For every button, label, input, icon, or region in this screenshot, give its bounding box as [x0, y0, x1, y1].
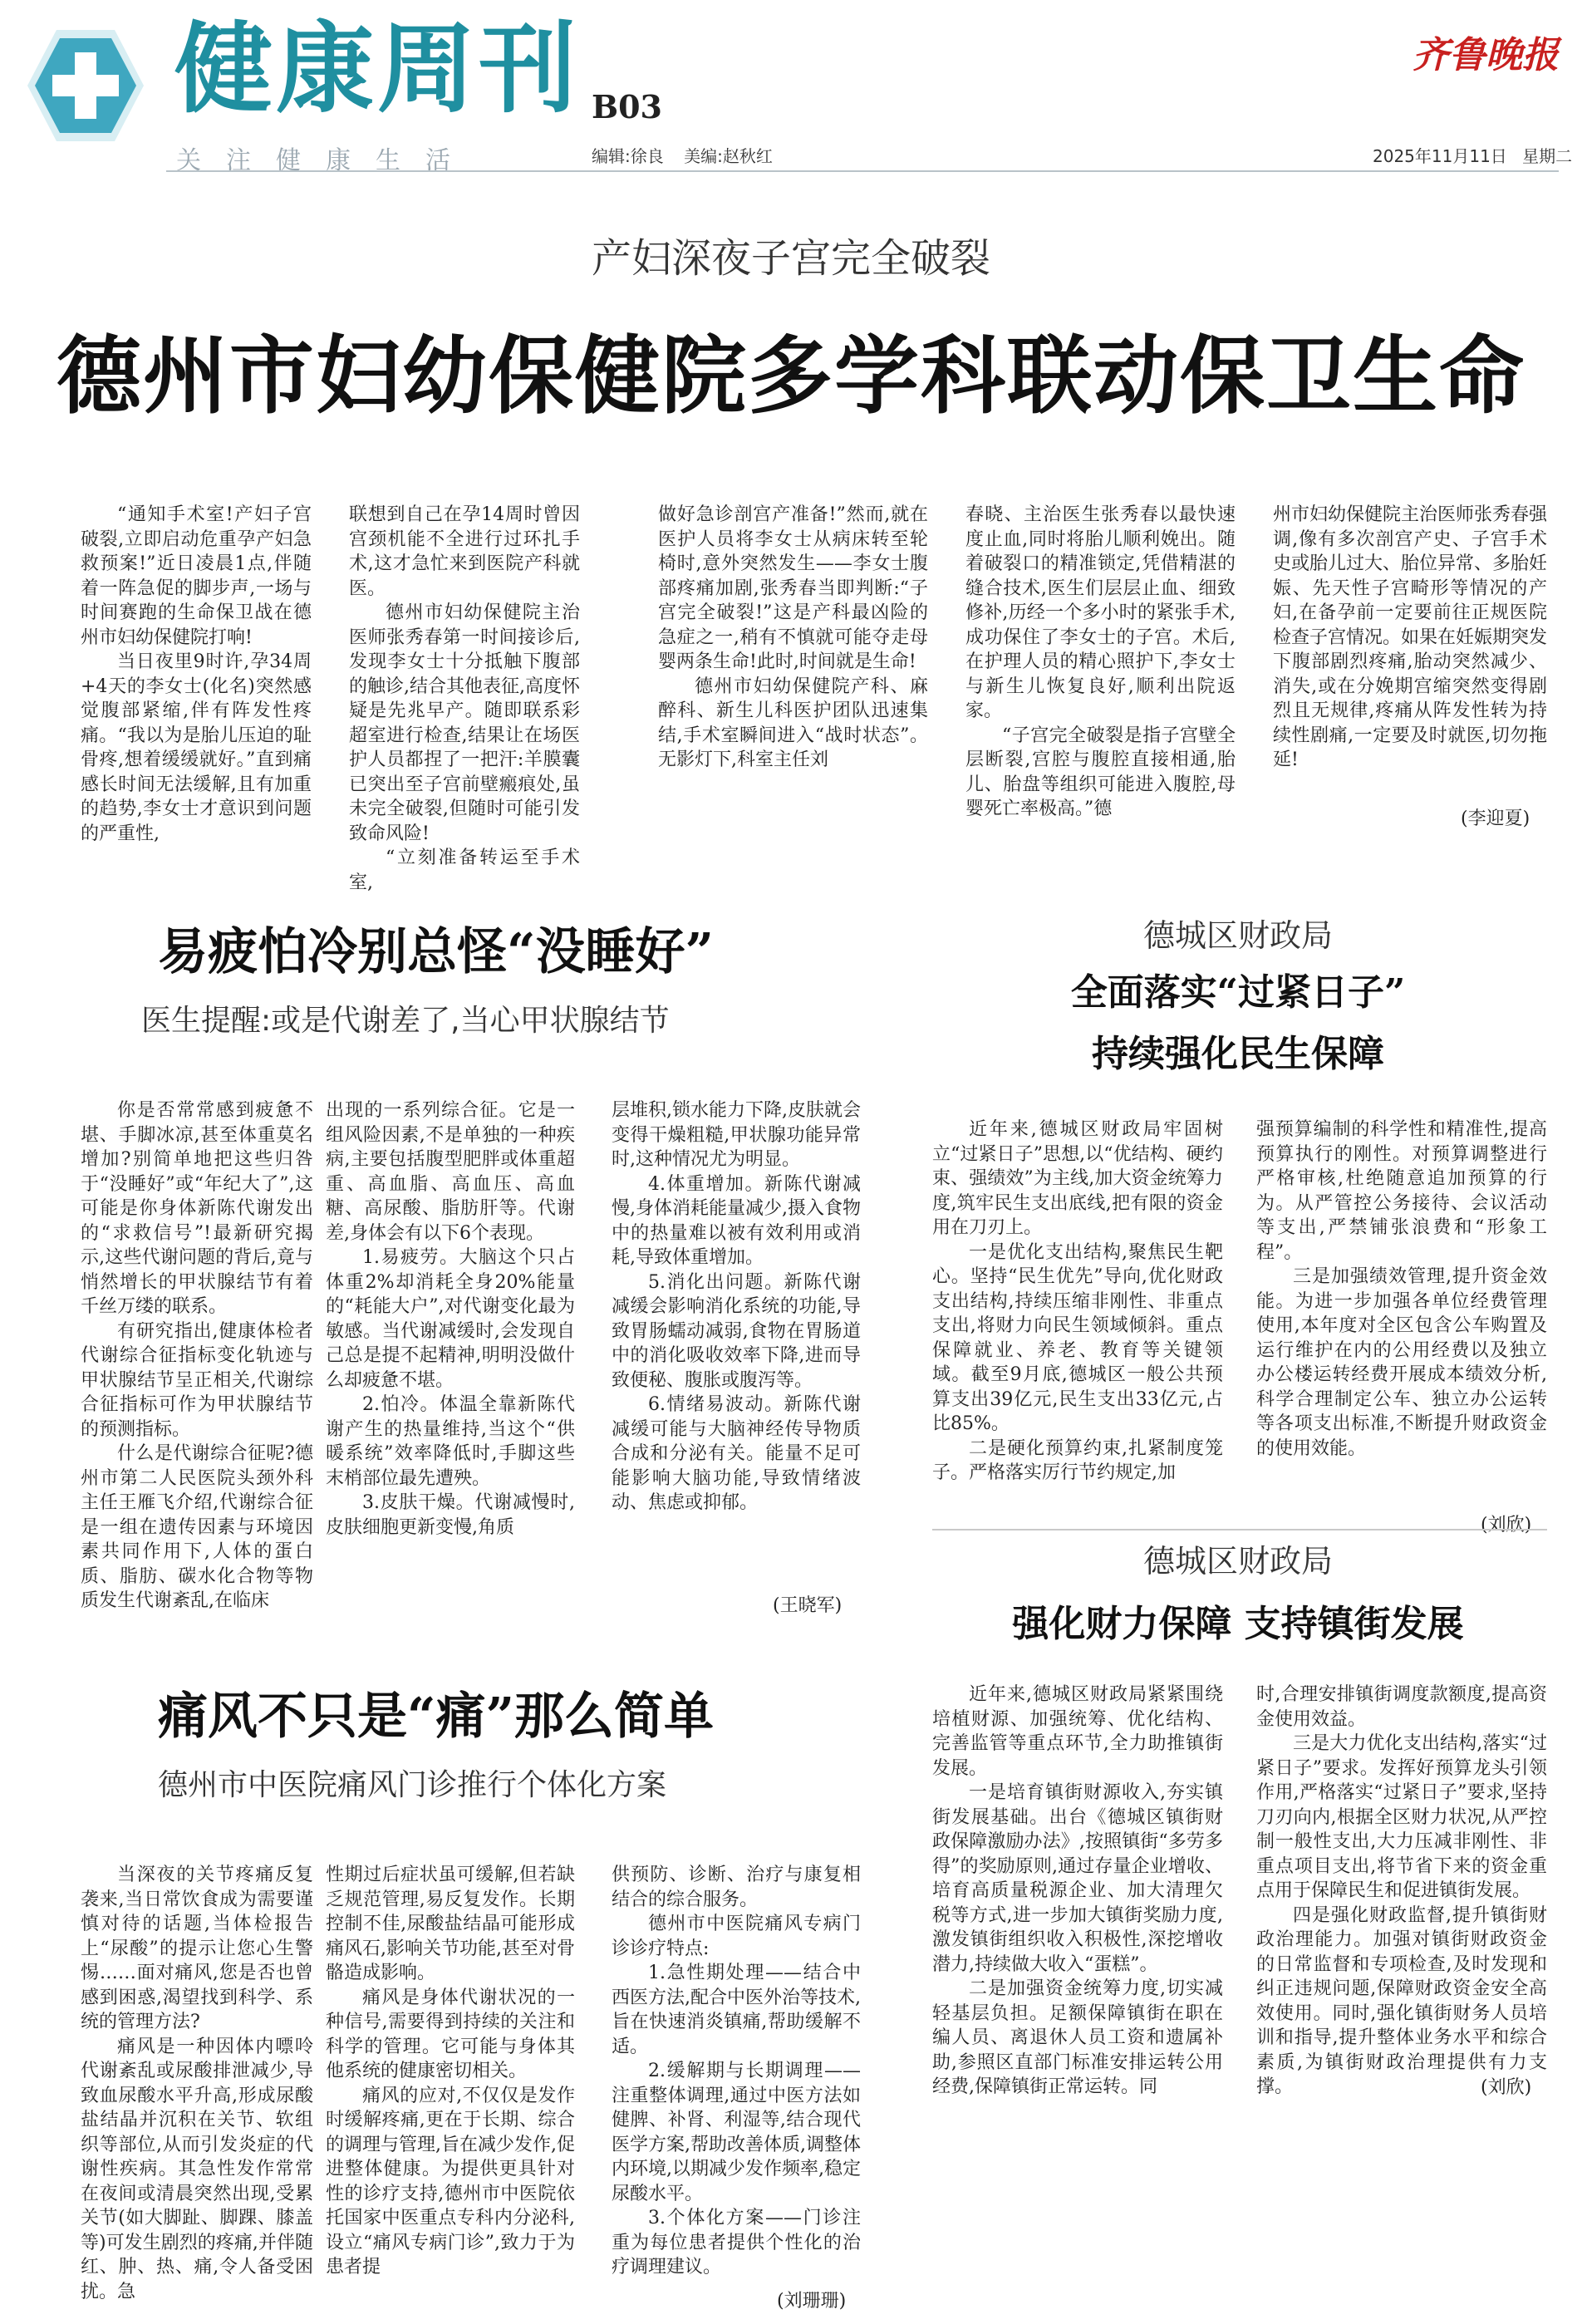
article1-column-3 [658, 503, 928, 773]
paragraph: “子宫完全破裂是指子宫壁全层断裂,宫腔与腹腔直接相通,胎儿、胎盘等组织可能进入腹腔,母婴死亡率极高。”德 [965, 725, 1236, 819]
masthead-slogan: 关注健康生活 [176, 146, 475, 175]
article5-kicker: 德城区财政局 [1142, 1543, 1333, 1580]
masthead-title: 健康周刊 [174, 12, 581, 126]
paragraph: 当日夜里9时许,孕34周+4天的李女士(化名)突然感觉腹部紧缩,伴有阵发性疼痛。“我以为是胎儿压迫的耻骨疼,想着缓缓就好。”直到痛感长时间无法缓解,且有加重的趋势,李女士才意识到问题的严重性, [81, 651, 312, 844]
paragraph: 一是培育镇街财源收入,夯实镇街发展基础。出台《德城区镇街财政保障激励办法》,按照镇街“多劳多得”的奖励原则,通过存量企业增收、培育高质量税源企业、加大清理欠税等方式,进一步加大镇街奖励力度,激发镇街组织收入积极性,深挖增收潜力,持续做大收入“蛋糕”。 [932, 1782, 1223, 1975]
paragraph: 近年来,德城区财政局牢固树立“过紧日子”思想,以“优结构、硬约束、强绩效”为主线,加大资金统筹力度,筑牢民生支出底线,把有限的资金用在刀刃上。 [932, 1119, 1223, 1238]
paragraph: 三是大力优化支出结构,落实“过紧日子”要求。发挥好预算龙头引领作用,严格落实“过紧日子”要求,坚持刀刃向内,根据全区财力状况,从严控制一般性支出,大力压减非刚性、非重点项目支出,将节省下来的资金重点用于保障民生和促进镇街发展。 [1256, 1733, 1547, 1901]
article4-column-3 [612, 1863, 861, 2280]
editor-name: 编辑:徐良 [592, 146, 664, 166]
paragraph: 德州市妇幼保健院产科、麻醉科、新生儿科医护团队迅速集结,手术室瞬间进入“战时状态”。无影灯下,科室主任刘 [658, 676, 928, 770]
paragraph: “立刻准备转运至手术室, [349, 848, 580, 893]
editor-credits [592, 143, 788, 167]
article1-column-1 [81, 503, 312, 846]
paragraph: 3.皮肤干燥。代谢减慢时,皮肤细胞更新变慢,角质 [326, 1492, 575, 1538]
paragraph: 4.体重增加。新陈代谢减慢,身体消耗能量减少,摄入食物中的热量难以被有效利用或消耗,导致体重增加。 [612, 1173, 861, 1268]
paragraph: 当深夜的关节疼痛反复袭来,当日常饮食成为需要谨慎对待的话题,当体检报告上“尿酸”的提示让您心生警惕……面对痛风,您是否也曾感到困惑,渴望找到科学、系统的管理方法? [81, 1865, 313, 2032]
article1-signature: (李迎夏) [1461, 808, 1530, 829]
article2-subtitle: 医生提醒:或是代谢差了,当心甲状腺结节 [141, 1004, 670, 1038]
section-divider [932, 1529, 1547, 1530]
paragraph: 2.怕冷。体温全靠新陈代谢产生的热量维持,当这个“供暖系统”效率降低时,手脚这些末梢部位最先遭殃。 [326, 1394, 575, 1489]
article1-title: 德州市妇幼保健院多学科联动保卫生命 [56, 327, 1526, 426]
paragraph: 层堆积,锁水能力下降,皮肤就会变得干燥粗糙,甲状腺功能异常时,这种情况尤为明显。 [612, 1100, 861, 1170]
article3-column-2 [1256, 1118, 1547, 1461]
paragraph: 州市妇幼保健院主治医师张秀春强调,像有多次剖宫产史、子宫手术史或胎儿过大、胎位异常、多胎妊娠、先天性子宫畸形等情况的产妇,在备孕前一定要前往正规医院检查子宫情况。如果在妊娠期突发下腹部剧烈疼痛,胎动突然减少、消失,或在分娩期宫缩突然变得剧烈且无规律,疼痛从阵发性转为持续性剧痛,一定要及时就医,切勿拖延! [1273, 504, 1548, 770]
paragraph: 二是硬化预算约束,扎紧制度笼子。严格落实厉行节约规定,加 [932, 1437, 1223, 1483]
paragraph: 四是强化财政监督,提升镇街财政治理能力。加强对镇街财政资金的日常监督和专项检查,及时发现和纠正违规问题,保障财政资金安全高效使用。同时,强化镇街财务人员培训和指导,提升整体业务水平和综合素质,为镇街财政治理提供有力支撑。 [1256, 1904, 1547, 2097]
article2-signature: (王晓军) [773, 1595, 843, 1616]
paragraph: 痛风是一种因体内嘌呤代谢紊乱或尿酸排泄减少,导致血尿酸水平升高,形成尿酸盐结晶并沉积在关节、软组织等部位,从而引发炎症的代谢性疾病。其急性发作常常在夜间或清晨突然出现,受累关节(如大脚趾、脚踝、膝盖等)可发生剧烈的疼痛,并伴随红、肿、热、痛,令人备受困扰。急 [81, 2036, 313, 2302]
paragraph: 1.急性期处理——结合中西医方法,配合中医外治等技术,旨在快速消炎镇痛,帮助缓解不适。 [612, 1963, 861, 2057]
article3-signature: (刘欣) [1481, 1515, 1532, 1535]
article5-signature: (刘欣) [1481, 2077, 1532, 2098]
paragraph: 5.消化出问题。新陈代谢减缓会影响消化系统的功能,导致胃肠蠕动减弱,食物在胃肠道中的消化吸收效率下降,进而导致便秘、腹胀或腹泻等。 [612, 1271, 861, 1391]
article3-column-1 [932, 1118, 1223, 1486]
article1-kicker: 产妇深夜子宫完全破裂 [591, 235, 990, 282]
paragraph: 一是优化支出结构,聚焦民生靶心。坚持“民生优先”导向,优化财政支出结构,持续压缩非刚性、非重点支出,将财力向民生领域倾斜。重点保障就业、养老、教育等关键领域。截至9月底,德城区一般公共预算支出39亿元,民生支出33亿元,占比85%。 [932, 1241, 1223, 1434]
paragraph: 性期过后症状虽可缓解,但若缺乏规范管理,易反复发作。长期控制不佳,尿酸盐结晶可能形成痛风石,影响关节功能,甚至对骨骼造成影响。 [326, 1865, 575, 1983]
issue-date: 2025年11月11日 [1373, 146, 1507, 166]
paragraph: 春晓、主治医生张秀春以最快速度止血,同时将胎儿顺利娩出。随着破裂口的精准锁定,凭借精湛的缝合技术,医生们层层止血、细致修补,历经一个多小时的紧张手术,成功保住了李女士的子宫。术后,在护理人员的精心照护下,李女士与新生儿恢复良好,顺利出院返家。 [965, 504, 1236, 721]
paragraph: 6.情绪易波动。新陈代谢减缓可能与大脑神经传导物质合成和分泌有关。能量不足可能影响大脑功能,导致情绪波动、焦虑或抑郁。 [612, 1394, 861, 1513]
article5-column-2 [1256, 1683, 1547, 2100]
article3-kicker: 德城区财政局 [1142, 917, 1333, 954]
paragraph: 强预算编制的科学性和精准性,提高预算执行的刚性。对预算调整进行严格审核,杜绝随意追加预算的行为。从严管控公务接待、会议活动等支出,严禁铺张浪费和“形象工程”。 [1256, 1119, 1547, 1263]
article4-title: 痛风不只是“痛”那么简单 [158, 1688, 715, 1746]
article4-column-2 [326, 1863, 575, 2280]
paragraph: 德州市中医院痛风专病门诊诊疗特点: [612, 1914, 861, 1959]
paragraph: 联想到自己在孕14周时曾因宫颈机能不全进行过环扎手术,这才急忙来到医院产科就医。 [349, 504, 580, 599]
article5-column-1 [932, 1683, 1223, 2100]
paragraph: 痛风是身体代谢状况的一种信号,需要得到持续的关注和科学的管理。它可能与身体其他系统的健康密切相关。 [326, 1987, 575, 2081]
paragraph: 3.个体化方案——门诊注重为每位患者提供个性化的治疗调理建议。 [612, 2208, 861, 2277]
paragraph: 出现的一系列综合征。它是一组风险因素,不是单独的一种疾病,主要包括腹型肥胖或体重超重、高血脂、高血压、高血糖、高尿酸、脂肪肝等。代谢差,身体会有以下6个表现。 [326, 1100, 575, 1244]
article2-column-2 [326, 1098, 575, 1540]
paragraph: 近年来,德城区财政局紧紧围绕培植财源、加强统筹、优化结构、完善监管等重点环节,全力助推镇街发展。 [932, 1684, 1223, 1779]
paragraph: 做好急诊剖宫产准备!”然而,就在医护人员将李女士从病床转至轮椅时,意外突然发生——李女士腹部疼痛加剧,张秀春当即判断:“子宫完全破裂!”这是产科最凶险的急症之一,稍有不慎就可能夺走母婴两条生命!此时,时间就是生命! [658, 504, 928, 672]
paragraph: “通知手术室!产妇子宫破裂,立即启动危重孕产妇急救预案!”近日凌晨1点,伴随着一阵急促的脚步声,一场与时间赛跑的生命保卫战在德州市妇幼保健院打响! [81, 504, 312, 648]
article2-column-1 [81, 1098, 313, 1614]
article4-signature: (刘珊珊) [777, 2291, 847, 2312]
paragraph: 痛风的应对,不仅仅是发作时缓解疼痛,更在于长期、综合的调理与管理,旨在减少发作,促进整体健康。为提供更具针对性的诊疗支持,德州市中医院依托国家中医重点专科内分泌科,设立“痛风专病门诊”,致力于为患者提 [326, 2085, 575, 2277]
article1-column-2 [349, 503, 580, 895]
article4-column-1 [81, 1863, 313, 2304]
header-rule [166, 170, 1559, 172]
article1-column-5 [1273, 503, 1547, 773]
cross-logo-icon [23, 23, 148, 148]
paragraph: 供预防、诊断、治疗与康复相结合的综合服务。 [612, 1865, 861, 1910]
paragraph: 1.易疲劳。大脑这个只占体重2%却消耗全身20%能量的“耗能大户”,对代谢变化最为敏感。当代谢减缓时,会发现自己总是提不起精神,明明没做什么却疲惫不堪。 [326, 1247, 575, 1391]
page-number: B03 [592, 88, 662, 125]
paragraph: 二是加强资金统筹力度,切实减轻基层负担。足额保障镇街在职在编人员、离退休人员工资和遗属补助,参照区直部门标准安排运转公用经费,保障镇街正常运转。同 [932, 1978, 1223, 2097]
newspaper-brand: 齐鲁晚报 [1412, 34, 1559, 76]
issue-weekday: 星期二 [1522, 146, 1573, 166]
article3-title-line-2: 持续强化民生保障 [1092, 1033, 1384, 1075]
paragraph: 时,合理安排镇街调度款额度,提高资金使用效益。 [1256, 1684, 1547, 1730]
paragraph: 三是加强绩效管理,提升资金效能。为进一步加强各单位经费管理使用,本年度对全区包含公车购置及运行维护在内的公用经费以及独立办公楼运转经费开展成本绩效分析,科学合理制定公车、独立办公运转等各项支出标准,不断提升财政资金的使用效能。 [1256, 1266, 1547, 1459]
article5-title: 强化财力保障 支持镇街发展 [1012, 1603, 1464, 1645]
paragraph: 2.缓解期与长期调理——注重整体调理,通过中医方法如健脾、补肾、利湿等,结合现代医学方案,帮助改善体质,调整体内环境,以期减少发作频率,稳定尿酸水平。 [612, 2061, 861, 2204]
paragraph: 有研究指出,健康体检者代谢综合征指标变化轨迹与甲状腺结节呈正相关,代谢综合征指标可作为甲状腺结节的预测指标。 [81, 1320, 313, 1440]
article2-title: 易疲怕冷别总怪“没睡好” [158, 923, 715, 981]
article2-column-3 [612, 1098, 861, 1516]
article1-column-4 [965, 503, 1236, 822]
paragraph: 德州市妇幼保健院主治医师张秀春第一时间接诊后,发现李女士十分抵触下腹部的触诊,结合其他表征,高度怀疑是先兆早产。随即联系彩超室进行检查,结果让在场医护人员都捏了一把汗:羊膜囊已突出至子宫前壁瘢痕处,虽未完全破裂,但随时可能引发致命风险! [349, 602, 580, 844]
paragraph: 你是否常常感到疲惫不堪、手脚冰凉,甚至体重莫名增加?别简单地把这些归咎于“没睡好”或“年纪大了”,这可能是你身体新陈代谢发出的“求救信号”!最新研究揭示,这些代谢问题的背后,竟与悄然增长的甲状腺结节有着千丝万缕的联系。 [81, 1100, 313, 1317]
article3-title-line-1: 全面落实“过紧日子” [1070, 971, 1406, 1014]
designer-name: 美编:赵秋红 [684, 146, 773, 166]
dateline [1363, 143, 1572, 167]
paragraph: 什么是代谢综合征呢?德州市第二人民医院头颈外科主任王雁飞介绍,代谢综合征是一组在遗传因素与环境因素共同作用下,人体的蛋白质、脂肪、碳水化合物等物质发生代谢紊乱,在临床 [81, 1443, 313, 1611]
article4-subtitle: 德州市中医院痛风门诊推行个体化方案 [158, 1768, 667, 1802]
